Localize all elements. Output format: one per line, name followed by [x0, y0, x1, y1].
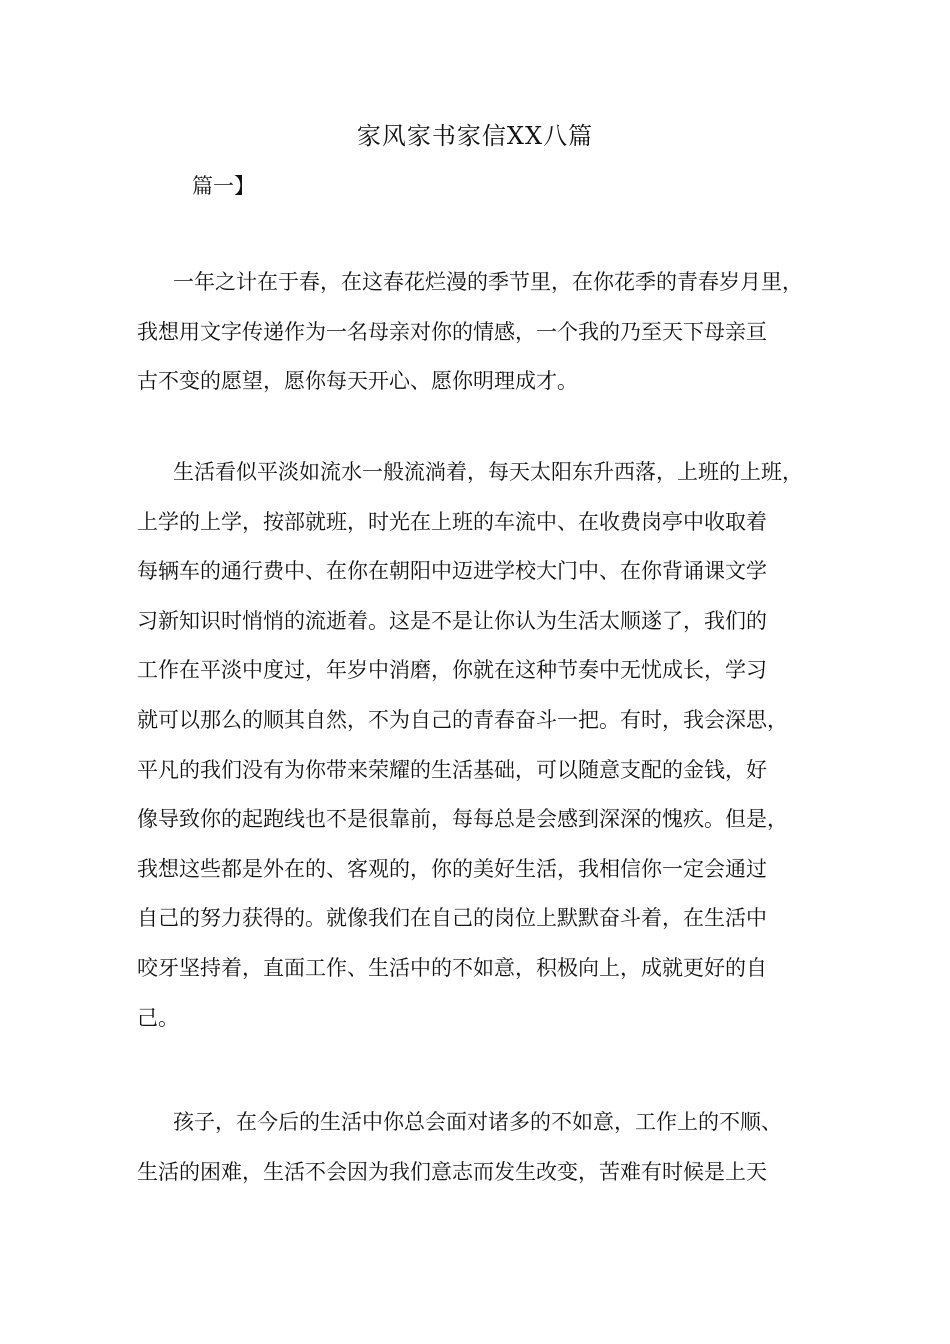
paragraph-line: 生活看似平淡如流水一般流淌着，每天太阳东升西落，上班的上班， — [173, 460, 803, 484]
paragraph-line: 己。 — [137, 1005, 179, 1030]
paragraph-line: 平凡的我们没有为你带来荣耀的生活基础，可以随意支配的金钱，好 — [137, 757, 767, 782]
paragraph-1 — [137, 258, 857, 407]
paragraph-line: 我想用文字传递作为一名母亲对你的情感，一个我的乃至天下母亲亘 — [137, 319, 767, 344]
paragraph-line: 古不变的愿望，愿你每天开心、愿你明理成才。 — [137, 369, 578, 394]
paragraph-line: 咬牙坚持着，直面工作、生活中的不如意，积极向上，成就更好的自 — [137, 955, 767, 980]
paragraph-line: 就可以那么的顺其自然，不为自己的青春奋斗一把。有时，我会深思， — [137, 707, 788, 732]
paragraph-line: 一年之计在于春，在这春花烂漫的季节里，在你花季的青春岁月里， — [173, 270, 803, 294]
paragraph-line: 孩子，在今后的生活中你总会面对诸多的不如意，工作上的不顺、 — [173, 1110, 782, 1134]
paragraph-line: 每辆车的通行费中、在你在朝阳中迈进学校大门中、在你背诵课文学 — [137, 559, 767, 584]
paragraph-line: 工作在平淡中度过，年岁中消磨，你就在这种节奏中无忧成长，学习 — [137, 658, 767, 683]
section-label: 篇一】 — [192, 174, 255, 198]
paragraph-line: 自己的努力获得的。就像我们在自己的岗位上默默奋斗着，在生活中 — [137, 906, 767, 931]
paragraph-line: 我想这些都是外在的、客观的，你的美好生活，我相信你一定会通过 — [137, 856, 767, 881]
paragraph-line: 像导致你的起跑线也不是很靠前，每每总是会感到深深的愧疚。但是， — [137, 807, 788, 832]
paragraph-3 — [137, 1098, 857, 1197]
paragraph-line: 上学的上学，按部就班，时光在上班的车流中、在收费岗亭中收取着 — [137, 509, 767, 534]
paragraph-2 — [137, 448, 857, 1043]
document-title: 家风家书家信XX八篇 — [356, 122, 594, 150]
paragraph-line: 生活的困难，生活不会因为我们意志而发生改变，苦难有时候是上天 — [137, 1159, 767, 1184]
paragraph-line: 习新知识时悄悄的流逝着。这是不是让你认为生活太顺遂了，我们的 — [137, 608, 767, 633]
